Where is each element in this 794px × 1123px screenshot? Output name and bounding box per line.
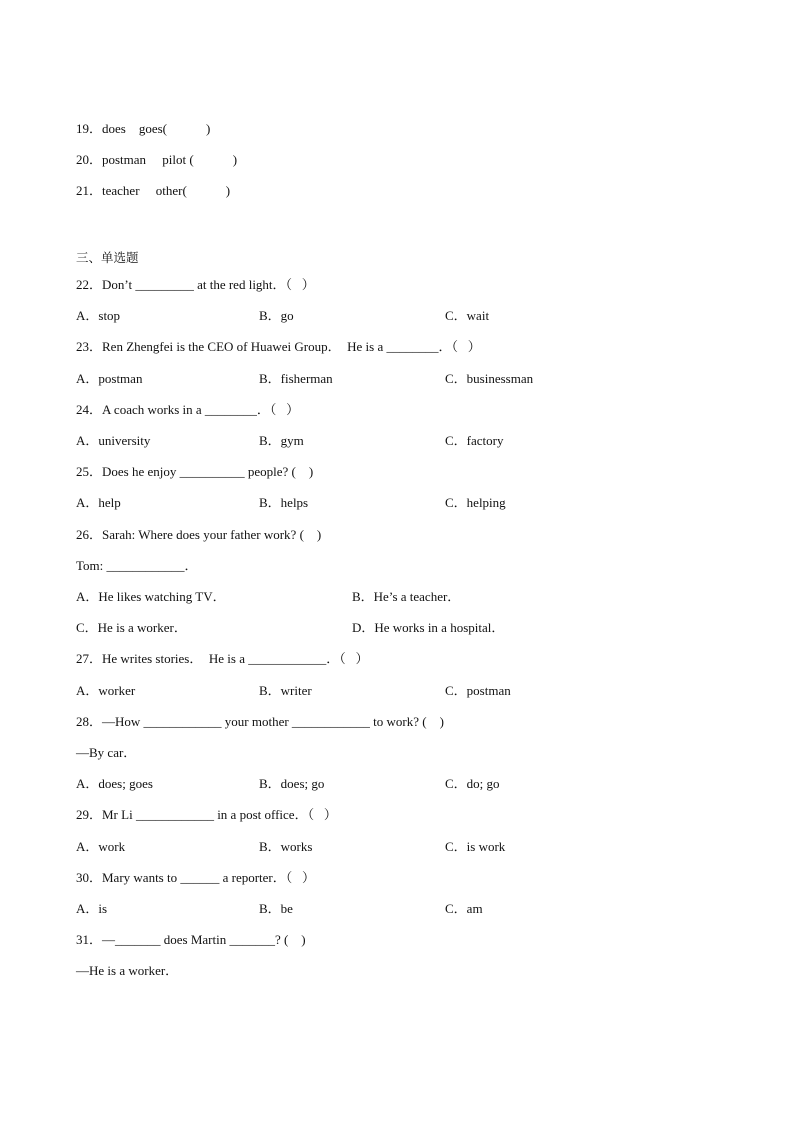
question-24-stem: 24．A coach works in a ________．（ ）: [76, 402, 300, 417]
question-26-option-d: D．He works in a hospital．: [352, 620, 505, 635]
question-28-stem: 28．—How ____________ your mother ____________ to work? ( ): [76, 714, 444, 729]
question-27-option-b: B．writer: [259, 683, 312, 698]
question-26-followup: Tom: ____________．: [76, 558, 198, 573]
question-22-option-b: B．go: [259, 308, 294, 323]
question-25-option-b: B．helps: [259, 495, 309, 510]
question-22-stem: 22．Don’t _________ at the red light．（ ）: [76, 277, 315, 292]
question-23-option-a: A．postman: [76, 371, 143, 386]
question-30-option-c: C．am: [445, 901, 483, 916]
question-30-stem: 30．Mary wants to ______ a reporter．（ ）: [76, 870, 316, 885]
question-30-option-a: A．is: [76, 901, 108, 916]
question-26-option-a: A．He likes watching TV．: [76, 589, 226, 604]
question-28-option-a: A．does; goes: [76, 776, 153, 791]
question-25-option-c: C．helping: [445, 495, 506, 510]
question-23-stem: 23．Ren Zhengfei is the CEO of Huawei Group． He is a ________．（ ）: [76, 339, 481, 354]
question-29-option-b: B．works: [259, 839, 313, 854]
question-24-option-c: C．factory: [445, 433, 504, 448]
question-20: 20．postman pilot ( ): [76, 152, 238, 167]
question-24-option-b: B．gym: [259, 433, 304, 448]
question-29-option-a: A．work: [76, 839, 126, 854]
question-27-stem: 27．He writes stories． He is a ____________．（ ）: [76, 651, 369, 666]
question-26-option-c: C．He is a worker．: [76, 620, 187, 635]
question-25-stem: 25．Does he enjoy __________ people? ( ): [76, 464, 314, 479]
question-30-option-b: B．be: [259, 901, 293, 916]
question-22-option-a: A．stop: [76, 308, 121, 323]
section-heading: 三、单选题: [76, 250, 139, 265]
question-28-followup: —By car．: [76, 745, 137, 760]
question-25-option-a: A．help: [76, 495, 121, 510]
question-28-option-b: B．does; go: [259, 776, 325, 791]
question-19: 19．does goes( ): [76, 121, 211, 136]
question-29-option-c: C．is work: [445, 839, 506, 854]
question-31-stem: 31．—_______ does Martin _______? ( ): [76, 932, 306, 947]
question-21: 21．teacher other( ): [76, 183, 231, 198]
question-27-option-a: A．worker: [76, 683, 136, 698]
question-24-option-a: A．university: [76, 433, 151, 448]
question-28-option-c: C．do; go: [445, 776, 500, 791]
question-26-stem: 26．Sarah: Where does your father work? ( ): [76, 527, 322, 542]
question-22-option-c: C．wait: [445, 308, 490, 323]
question-27-option-c: C．postman: [445, 683, 511, 698]
question-23-option-b: B．fisherman: [259, 371, 333, 386]
question-23-option-c: C．businessman: [445, 371, 534, 386]
question-31-followup: —He is a worker．: [76, 963, 179, 978]
question-26-option-b: B．He’s a teacher．: [352, 589, 461, 604]
question-29-stem: 29．Mr Li ____________ in a post office．（ ）: [76, 807, 337, 822]
